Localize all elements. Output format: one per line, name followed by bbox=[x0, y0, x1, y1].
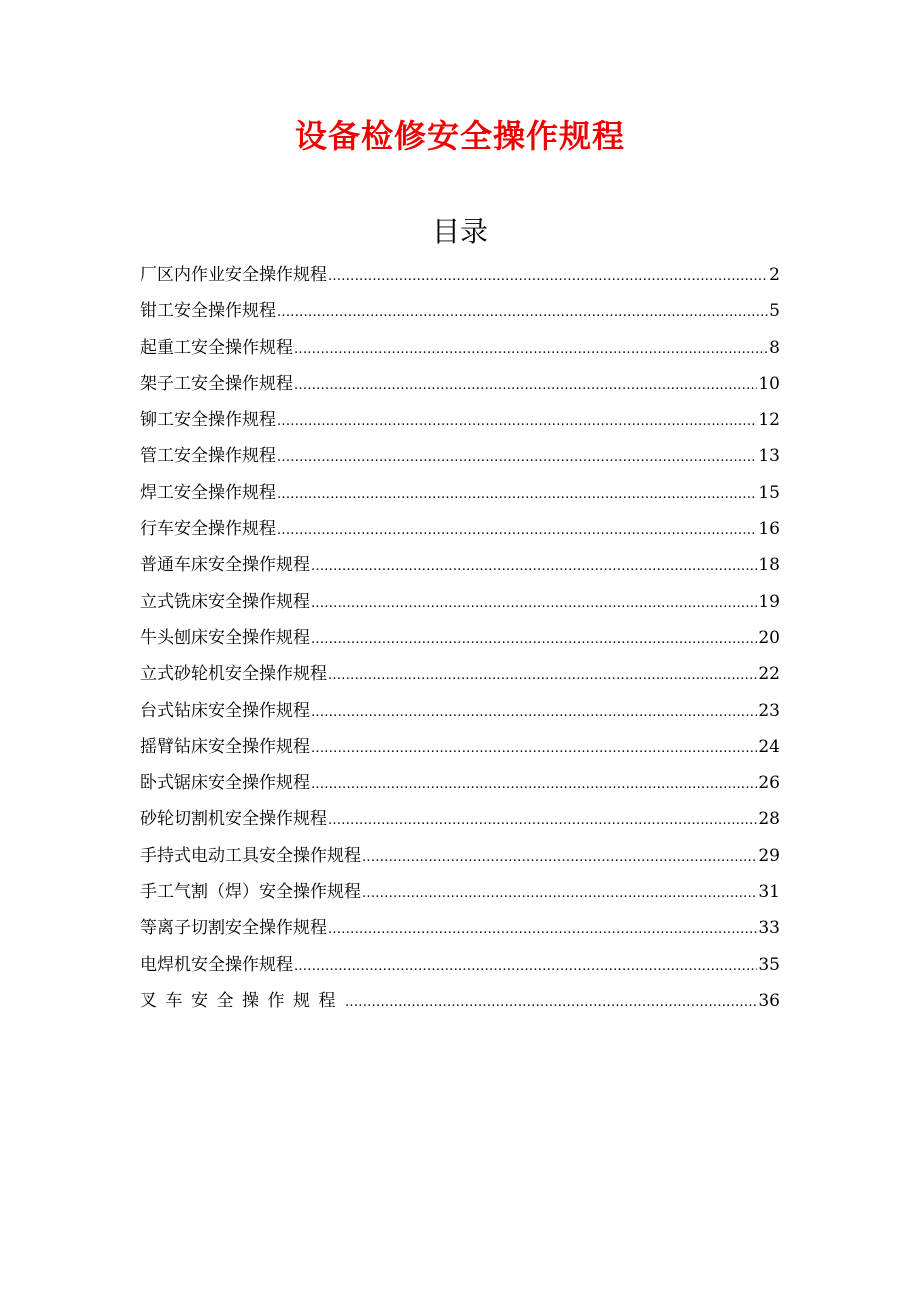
toc-leader-dots bbox=[311, 586, 757, 622]
toc-entry[interactable] bbox=[140, 656, 780, 692]
toc-entry-label: 电焊机安全操作规程 bbox=[140, 954, 293, 975]
toc-entry-page: 35 bbox=[758, 954, 780, 975]
toc-entry-page: 18 bbox=[758, 555, 780, 576]
toc-entry-label: 等离子切割安全操作规程 bbox=[140, 918, 327, 939]
toc-entry[interactable] bbox=[140, 438, 780, 474]
toc-entry-label: 普通车床安全操作规程 bbox=[140, 555, 310, 576]
toc-entry-page: 2 bbox=[769, 265, 780, 285]
toc-heading: 目录 bbox=[431, 215, 488, 248]
toc-entry-page: 23 bbox=[758, 700, 780, 721]
toc-entry-page: 26 bbox=[758, 773, 780, 794]
toc-leader-dots bbox=[294, 332, 768, 368]
toc-entry-label: 手持式电动工具安全操作规程 bbox=[140, 845, 361, 866]
toc-entry[interactable] bbox=[140, 402, 780, 438]
toc-entry-page: 5 bbox=[769, 301, 780, 322]
toc-entry[interactable] bbox=[140, 801, 780, 837]
toc-entry[interactable] bbox=[140, 874, 780, 910]
toc-leader-dots bbox=[311, 549, 757, 585]
toc-entry-page: 29 bbox=[758, 845, 780, 866]
toc-entry[interactable] bbox=[140, 511, 780, 547]
toc-entry-label: 架子工安全操作规程 bbox=[140, 373, 293, 394]
toc-entry-page: 22 bbox=[758, 664, 780, 685]
toc-entry[interactable] bbox=[140, 947, 780, 983]
toc-entry-page: 15 bbox=[758, 482, 780, 503]
toc-leader-dots bbox=[362, 840, 757, 876]
toc-leader-dots bbox=[362, 876, 757, 912]
toc-entry-page: 12 bbox=[758, 410, 780, 431]
toc-entry[interactable] bbox=[140, 547, 780, 583]
toc-entry-label: 摇臂钻床安全操作规程 bbox=[140, 736, 310, 757]
toc-entry-label: 立式铣床安全操作规程 bbox=[140, 591, 310, 612]
toc-entry-label: 焊工安全操作规程 bbox=[140, 482, 276, 503]
toc-entry-label: 钳工安全操作规程 bbox=[140, 301, 276, 322]
toc-entry-page: 13 bbox=[758, 446, 780, 467]
toc-entry[interactable] bbox=[140, 475, 780, 511]
toc-entry-label: 牛头刨床安全操作规程 bbox=[140, 627, 310, 648]
toc-entry-page: 19 bbox=[758, 591, 780, 612]
toc-entry-label: 管工安全操作规程 bbox=[140, 446, 276, 467]
toc-entry-label: 铆工安全操作规程 bbox=[140, 410, 276, 431]
toc-entry-page: 20 bbox=[758, 627, 780, 648]
toc-leader-dots bbox=[277, 404, 757, 440]
document-title: 设备检修安全操作规程 bbox=[294, 117, 625, 155]
toc-entry-page: 10 bbox=[758, 373, 780, 394]
toc-entry-page: 16 bbox=[758, 519, 780, 540]
toc-entry-label: 手工气割（焊）安全操作规程 bbox=[140, 882, 361, 903]
toc-entry[interactable] bbox=[140, 838, 780, 874]
toc-entry[interactable] bbox=[140, 729, 780, 765]
toc-entry-page: 31 bbox=[758, 882, 780, 903]
toc-entry[interactable] bbox=[140, 366, 780, 402]
toc-leader-dots bbox=[311, 767, 757, 803]
toc-entry-label: 砂轮切割机安全操作规程 bbox=[140, 809, 327, 830]
toc-entry[interactable] bbox=[140, 765, 780, 801]
toc-entry-page: 33 bbox=[758, 918, 780, 939]
toc-entry[interactable] bbox=[140, 983, 780, 1019]
toc-leader-dots bbox=[277, 440, 757, 476]
toc-entry[interactable] bbox=[140, 693, 780, 729]
toc-leader-dots bbox=[277, 477, 757, 513]
toc-entry-label: 起重工安全操作规程 bbox=[140, 337, 293, 358]
toc-leader-dots bbox=[311, 622, 757, 658]
toc-entry-page: 28 bbox=[758, 809, 780, 830]
toc-entry-label: 行车安全操作规程 bbox=[140, 519, 276, 540]
toc-entry-page: 36 bbox=[758, 990, 780, 1011]
table-of-contents bbox=[140, 257, 780, 1019]
toc-entry-label: 叉车安全操作规程 bbox=[140, 990, 344, 1011]
toc-entry[interactable] bbox=[140, 257, 780, 293]
toc-leader-dots bbox=[294, 368, 757, 404]
toc-leader-dots bbox=[345, 985, 757, 1021]
toc-entry[interactable] bbox=[140, 330, 780, 366]
toc-leader-dots bbox=[294, 949, 757, 985]
toc-entry-label: 台式钻床安全操作规程 bbox=[140, 700, 310, 721]
toc-entry[interactable] bbox=[140, 584, 780, 620]
toc-entry[interactable] bbox=[140, 910, 780, 946]
toc-entry-page: 8 bbox=[769, 337, 780, 358]
toc-entry[interactable] bbox=[140, 620, 780, 656]
toc-leader-dots bbox=[328, 912, 757, 948]
toc-leader-dots bbox=[311, 695, 757, 731]
toc-leader-dots bbox=[328, 259, 768, 295]
toc-entry-page: 24 bbox=[758, 736, 780, 757]
toc-entry-label: 立式砂轮机安全操作规程 bbox=[140, 664, 327, 685]
toc-leader-dots bbox=[311, 731, 757, 767]
toc-leader-dots bbox=[277, 513, 757, 549]
toc-entry[interactable] bbox=[140, 293, 780, 329]
toc-entry-label: 厂区内作业安全操作规程 bbox=[140, 265, 327, 285]
toc-leader-dots bbox=[328, 658, 757, 694]
toc-leader-dots bbox=[277, 295, 768, 331]
toc-entry-label: 卧式锯床安全操作规程 bbox=[140, 773, 310, 794]
toc-leader-dots bbox=[328, 803, 757, 839]
